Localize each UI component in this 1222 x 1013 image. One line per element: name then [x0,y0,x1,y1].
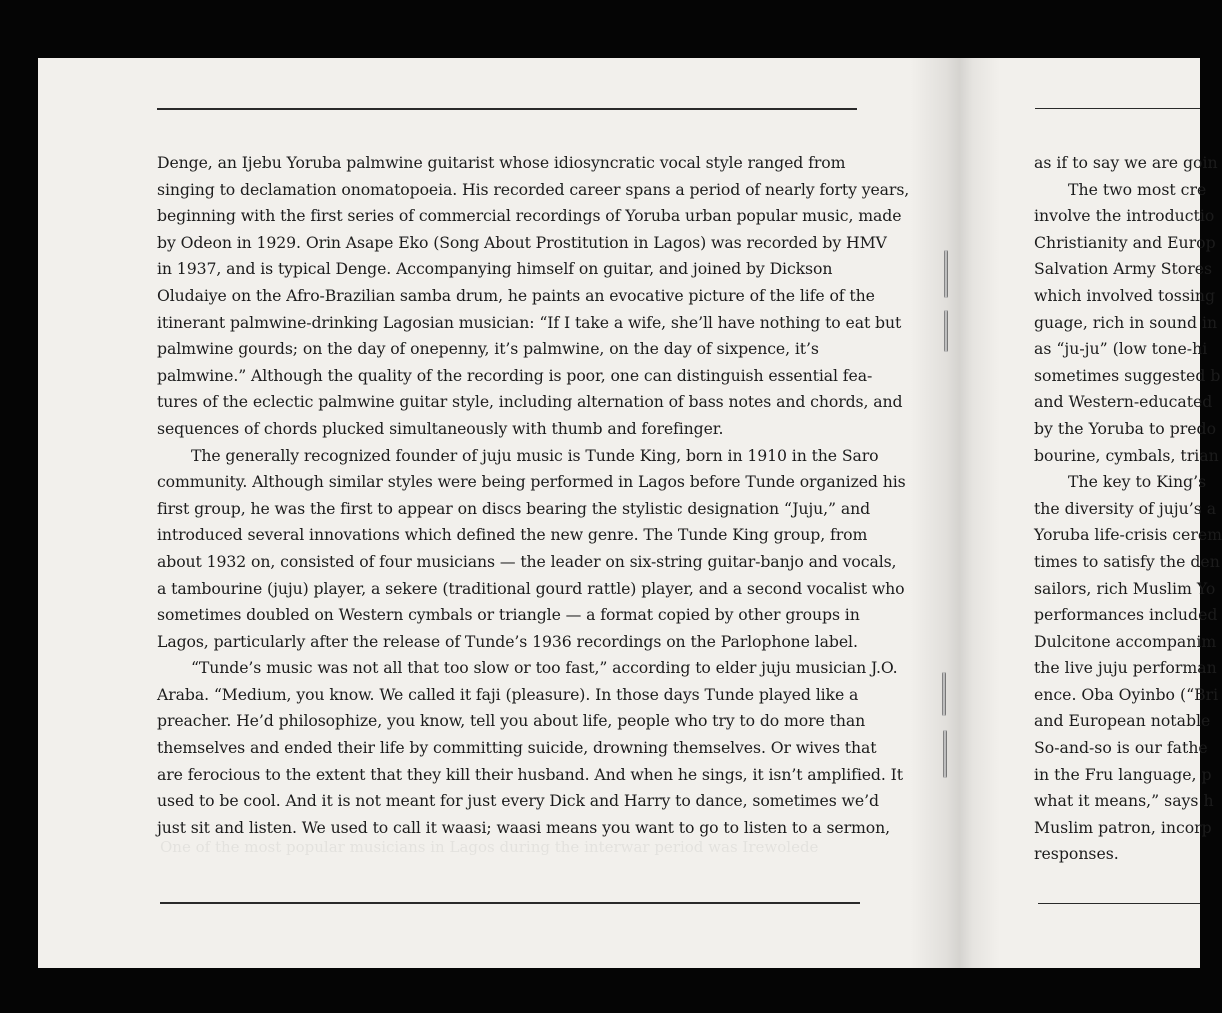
text-line: introduced several innovations which defined the new genre. The Tunde King group, from [157,525,868,545]
text-line: sometimes doubled on Western cymbals or triangle — a format copied by other groups in [157,605,860,625]
text-line: Oludaiye on the Afro-Brazilian samba drum, he paints an evocative picture of the life of the [157,285,875,305]
text-line: The two most cre [1068,179,1207,199]
text-line: Salvation Army Stores [1034,259,1213,279]
text-line: and Western-educated [1034,392,1213,412]
text-line: palmwine gourds; on the day of onepenny, it’s palmwine, on the day of sixpence, it’s [157,339,819,359]
text-line: So-and-so is our fathe [1034,738,1208,758]
text-line: times to satisfy the den [1034,551,1220,571]
right-page-bottom-rule [1038,903,1200,904]
text-line: Dulcitone accompanim [1034,631,1217,651]
text-line: themselves and ended their life by committing suicide, drowning themselves. Or wives that [157,738,877,758]
left-page-bottom-rule [160,902,860,904]
text-line: performances included [1034,605,1218,625]
text-line: Yoruba life-crisis cerem [1034,525,1222,545]
text-line: community. Although similar styles were being performed in Lagos before Tunde organized his [157,472,906,492]
binding-stitch [944,310,948,352]
text-line: in 1937, and is typical Denge. Accompanying himself on guitar, and joined by Dickson [157,259,833,279]
text-line: which involved tossing [1034,285,1216,305]
text-line: in the Fru language, p [1034,764,1212,784]
text-line: ence. Oba Oyinbo (“Bri [1034,684,1219,704]
text-line: beginning with the first series of commercial recordings of Yoruba urban popular music, made [157,206,902,226]
text-line: the diversity of juju’s a [1034,498,1217,518]
bleed-through-text: One of the most popular musicians in Lagos during the interwar period was Irewolede [160,838,819,856]
text-line: are ferocious to the extent that they kill their husband. And when he sings, it isn’t amplified. It [157,764,903,784]
binding-stitch [944,250,948,298]
text-line: sometimes suggested b [1034,365,1221,385]
text-line: as if to say we are goin [1034,153,1218,172]
text-line: sailors, rich Muslim Yo [1034,578,1216,598]
text-line: palmwine.” Although the quality of the recording is poor, one can distinguish essential fea- [157,365,873,385]
text-line: The key to King’s [1068,472,1207,492]
text-line: responses. [1034,844,1119,864]
text-line: what it means,” says h [1034,791,1214,811]
text-line: by Odeon in 1929. Orin Asape Eko (Song About Prostitution in Lagos) was recorded by HMV [157,232,887,252]
text-line: singing to declamation onomatopoeia. His recorded career spans a period of nearly forty years, [157,179,910,199]
text-line: Muslim patron, incorp [1034,817,1212,837]
text-line: by the Yoruba to predo [1034,418,1217,438]
left-page-top-rule [157,108,857,110]
text-line: as “ju-ju” (low tone-hi [1034,339,1208,359]
left-page-body-text [157,150,910,841]
right-page-top-rule [1035,108,1200,109]
text-line: preacher. He’d philosophize, you know, tell you about life, people who try to do more than [157,711,866,731]
text-line: the live juju performan [1034,658,1217,678]
text-line: involve the introductio [1034,206,1215,226]
text-line: guage, rich in sound in [1034,312,1218,332]
text-line: “Tunde’s music was not all that too slow or too fast,” according to elder juju musician J.O. [191,658,898,678]
text-line: tures of the eclectic palmwine guitar style, including alternation of bass notes and chords, and [157,392,903,412]
binding-stitch [942,672,946,716]
page-gutter [910,58,1000,968]
text-line: Christianity and Europ [1034,232,1216,252]
right-page-body-text [1034,150,1222,868]
binding-stitch [943,730,947,778]
text-line: and European notable [1034,711,1211,731]
text-line: just sit and listen. We used to call it waasi; waasi means you want to go to listen to a sermon, [157,817,890,837]
text-line: bourine, cymbals, trian [1034,445,1219,465]
text-line: The generally recognized founder of juju music is Tunde King, born in 1910 in the Saro [191,445,879,465]
text-line: first group, he was the first to appear on discs bearing the stylistic designation “Juju,” and [157,498,871,518]
text-line: itinerant palmwine-drinking Lagosian musician: “If I take a wife, she’ll have nothing to eat but [157,312,902,332]
text-line: a tambourine (juju) player, a sekere (traditional gourd rattle) player, and a second vocalist who [157,578,905,598]
text-line: Araba. “Medium, you know. We called it faji (pleasure). In those days Tunde played like a [157,684,859,704]
text-line: about 1932 on, consisted of four musicians — the leader on six-string guitar-banjo and vocals, [157,551,897,571]
text-line: Lagos, particularly after the release of Tunde’s 1936 recordings on the Parlophone label. [157,631,858,651]
text-line: used to be cool. And it is not meant for just every Dick and Harry to dance, sometimes we’d [157,791,879,811]
text-line: Denge, an Ijebu Yoruba palmwine guitarist whose idiosyncratic vocal style ranged from [157,153,846,172]
text-line: sequences of chords plucked simultaneously with thumb and forefinger. [157,418,724,438]
